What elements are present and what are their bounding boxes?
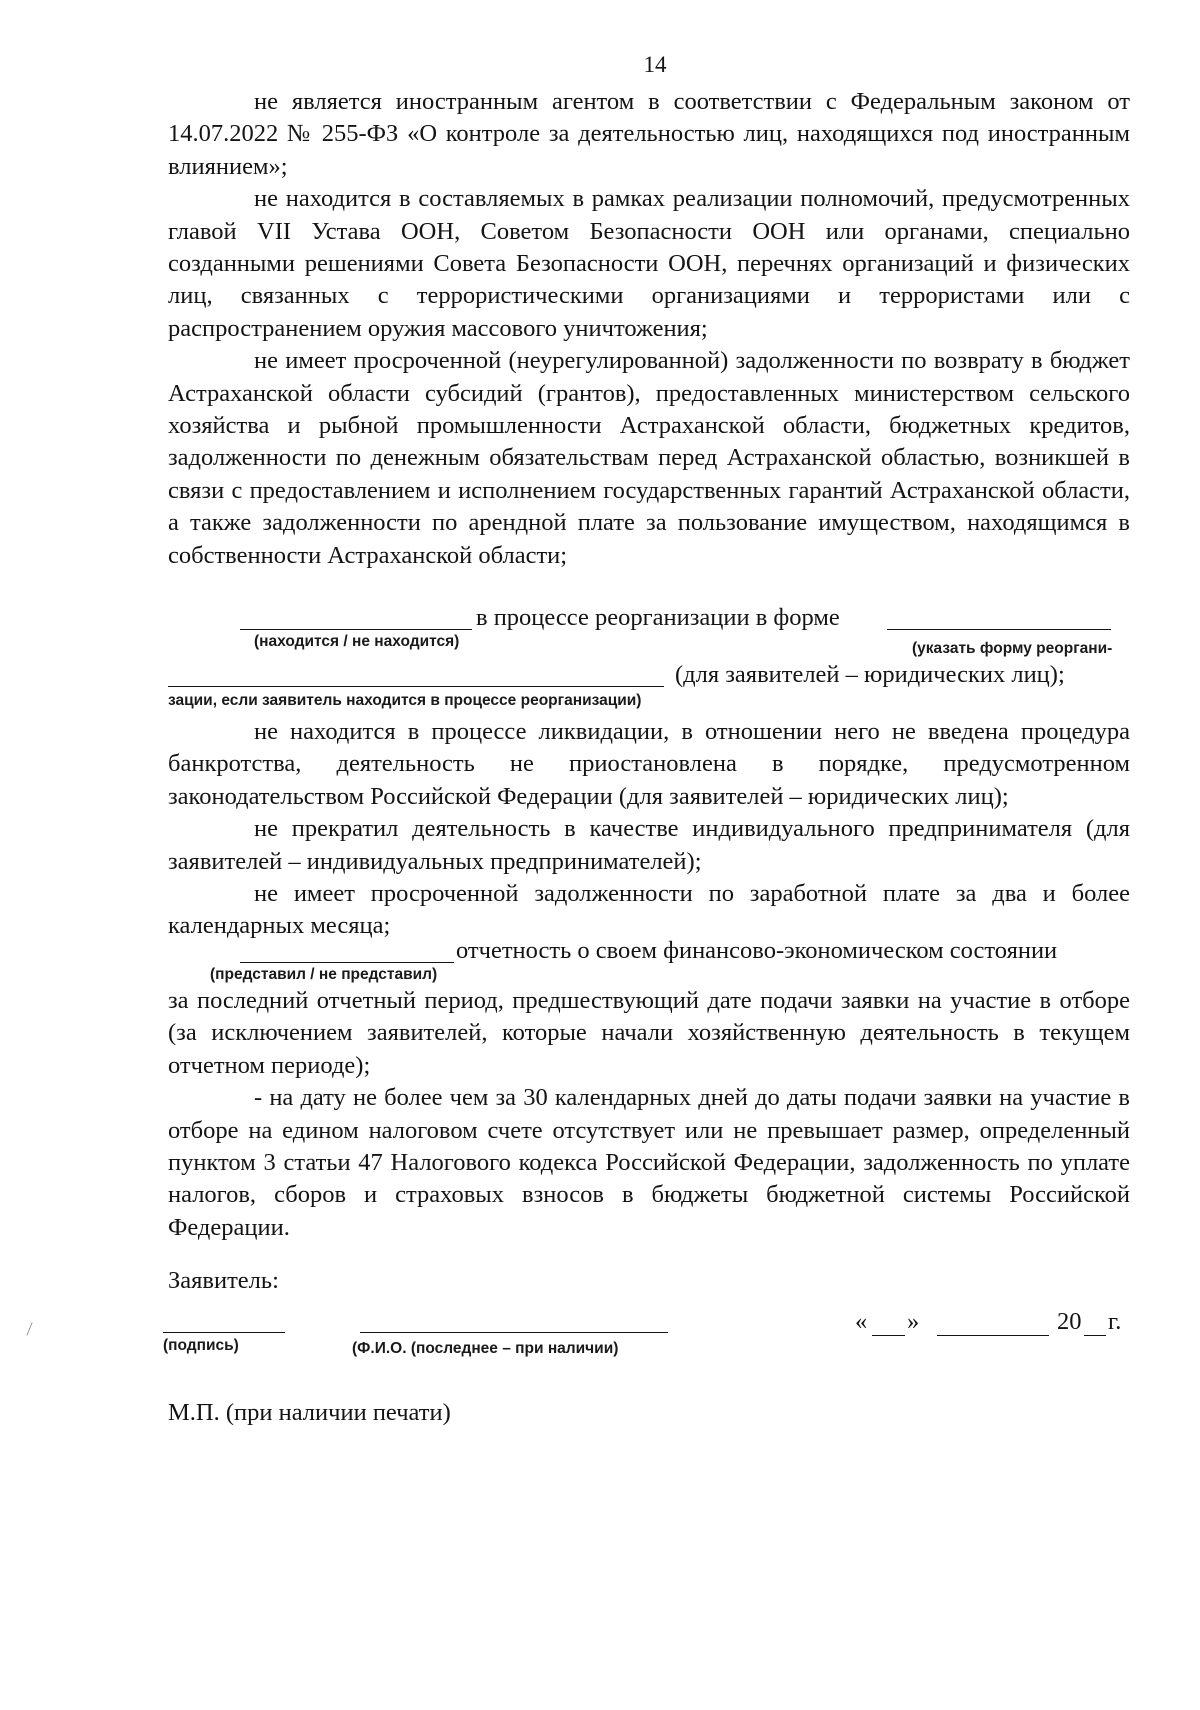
full-name-blank[interactable] xyxy=(360,1332,668,1333)
paragraph-reporting-period: за последний отчетный период, предшествующий дате подачи заявки на участие в отборе (за исключением заявителей, которые начали хозяйственную деятельность в текущем отчетном периоде); xyxy=(168,987,1130,1079)
page-number: 14 xyxy=(643,52,667,77)
date-year-prefix: 20 xyxy=(1057,1308,1082,1335)
date-open-quote: « xyxy=(855,1308,868,1335)
date-year-blank[interactable] xyxy=(1084,1335,1106,1336)
paragraph-tax-debt: - на дату не более чем за 30 календарных дней до даты подачи заявки на участие в отборе на едином налоговом счете отсутствует или не превышает размер, определенный пунктом 3 статьи 47 Налогового кодекса Российской Федерации, задолженность по уплате налогов, сборов и страховых взносов в бюджеты бюджетной системы Российской Федерации. xyxy=(168,1084,1130,1241)
scan-artifact-mark xyxy=(26,1322,32,1335)
reorganization-status-blank[interactable] xyxy=(240,629,472,630)
signature-hint: (подпись) xyxy=(163,1337,239,1354)
reorganization-form-blank-continued[interactable] xyxy=(168,686,664,687)
document-body-bottom xyxy=(168,985,1130,1244)
paragraph-un-sanctions: не находится в составляемых в рамках реализации полномочий, предусмотренных главой VII Устава ООН, Советом Безопасности ООН или органами, специально созданными решениями Совета Безопасности ООН, перечнях организаций и физических лиц, связанных с террористическими организациями и террористами или с распространением оружия массового уничтожения; xyxy=(168,185,1130,342)
date-day-blank[interactable] xyxy=(872,1335,905,1336)
report-text: отчетность о своем финансово-экономическом состоянии xyxy=(456,937,1058,964)
paragraph-not-foreign-agent: не является иностранным агентом в соответствии с Федеральным законом от 14.07.2022 № 255-ФЗ «О контроле за деятельностью лиц, находящихся под иностранным влиянием»; xyxy=(168,88,1130,180)
paragraph-no-salary-debt: не имеет просроченной задолженности по заработной плате за два и более календарных месяца; xyxy=(168,880,1130,940)
applicant-label: Заявитель: xyxy=(168,1267,279,1294)
reorganization-form-blank[interactable] xyxy=(887,629,1111,630)
signature-blank[interactable] xyxy=(163,1332,285,1333)
reorganization-status-hint: (находится / не находится) xyxy=(254,633,460,650)
reorganization-form-hint-continued: зации, если заявитель находится в процессе реорганизации) xyxy=(168,692,642,709)
document-body-top xyxy=(168,86,1130,572)
paragraph-no-overdue-debt: не имеет просроченной (неурегулированной) задолженности по возврату в бюджет Астраханской области субсидий (грантов), предоставленных министерством сельского хозяйства и рыбной промышленности Астраханской области, бюджетных кредитов, задолженности по денежным обязательствам перед Астраханской областью, возникшей в связи с предоставлением и исполнением государственных гарантий Астраханской области, а также задолженности по арендной плате за пользование имуществом, находящимся в собственности Астраханской области; xyxy=(168,347,1130,569)
date-month-blank[interactable] xyxy=(937,1335,1049,1336)
date-close-quote: » xyxy=(907,1308,920,1335)
reorganization-text: в процессе реорганизации в форме xyxy=(476,604,840,631)
document-body-middle xyxy=(168,716,1130,943)
reorganization-legal-entities-note: (для заявителей – юридических лиц); xyxy=(675,661,1065,688)
paragraph-no-liquidation: не находится в процессе ликвидации, в отношении него не введена процедура банкротства, деятельность не приостановлена в порядке, предусмотренном законодательством Российской Федерации (для заявителей – юридических лиц); xyxy=(168,718,1130,810)
report-status-blank[interactable] xyxy=(240,962,454,963)
full-name-hint: (Ф.И.О. (последнее – при наличии) xyxy=(352,1340,619,1357)
report-status-hint: (представил / не представил) xyxy=(210,966,438,983)
paragraph-individual-entrepreneur: не прекратил деятельность в качестве индивидуального предпринимателя (для заявителей – индивидуальных предпринимателей); xyxy=(168,815,1130,875)
stamp-label: М.П. (при наличии печати) xyxy=(168,1399,451,1426)
reorganization-form-hint: (указать форму реоргани- xyxy=(912,640,1113,657)
date-year-suffix: г. xyxy=(1108,1308,1122,1335)
